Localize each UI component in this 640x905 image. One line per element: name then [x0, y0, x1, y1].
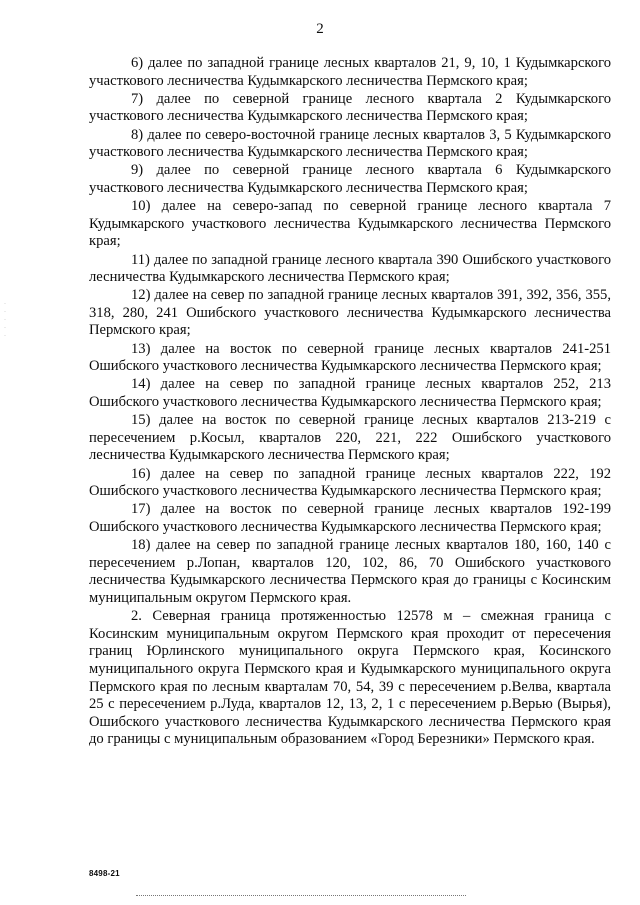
boundary-paragraph-12: 12) далее на север по западной границе лесных кварталов 391, 392, 356, 355, 318, 280, 241 Ошибского участкового лесничества Кудымкарского лесничества Пермского края;: [89, 287, 611, 339]
boundary-paragraph-17: 17) далее на восток по северной границе лесных кварталов 192-199 Ошибского участкового лесничества Кудымкарского лесничества Пермского края;: [89, 501, 611, 535]
boundary-paragraph-16: 16) далее на север по западной границе лесных кварталов 222, 192 Ошибского участкового лесничества Кудымкарского лесничества Пермского края;: [89, 465, 611, 500]
boundary-paragraph-11: 11) далее по западной границе лесного квартала 390 Ошибского участкового лесничества Кудымкарского лесничества Пермского края;: [89, 251, 611, 286]
boundary-paragraph-6: 6) далее по западной границе лесных кварталов 21, 9, 10, 1 Кудымкарского участкового лесничества Кудымкарского лесничества Пермского края;: [89, 55, 611, 89]
boundary-paragraph-7: 7) далее по северной границе лесного квартала 2 Кудымкарского участкового лесничества Кудымкарского лесничества Пермского края;: [89, 90, 611, 125]
document-code: 8498-21: [89, 869, 120, 878]
page-number: 2: [316, 21, 324, 37]
document-body: [89, 55, 611, 749]
boundary-paragraph-14: 14) далее на север по западной границе лесных кварталов 252, 213 Ошибского участкового лесничества Кудымкарского лесничества Пермского края;: [89, 376, 611, 411]
boundary-paragraph-13: 13) далее на восток по северной границе лесных кварталов 241-251 Ошибского участкового лесничества Кудымкарского лесничества Пермского края;: [89, 340, 611, 375]
footer-scan-line: [136, 895, 466, 896]
northern-boundary-paragraph: 2. Северная граница протяженностью 12578 м – смежная граница с Косинским муниципальным округом Пермского края проходит от пересечения границ Юрлинского муниципального округа Пермского края, Косинского муниципального округа Пермского края и Кудымкарского муниципального округа Пермского края по лесным кварталам 70, 54, 39 с пересечением р.Велва, квартала 25 с пересечением р.Луда, кварталов 12, 13, 2, 1 с пересечением р.Верью (Вырья), Ошибского участкового лесничества Кудымкарского лесничества Пермского края до границы с муниципальным образованием «Город Березники» Пермского края.: [89, 608, 611, 748]
boundary-paragraph-15: 15) далее на восток по северной границе лесных кварталов 213-219 с пересечением р.Косыл, кварталов 220, 221, 222 Ошибского участкового лесничества Кудымкарского лесничества Пермского края;: [89, 412, 611, 464]
boundary-paragraph-10: 10) далее на северо-запад по северной границе лесного квартала 7 Кудымкарского участкового лесничества Кудымкарского лесничества Пермского края;: [89, 198, 611, 250]
margin-scan-marks: · · · · ·: [4, 301, 6, 339]
boundary-paragraph-8: 8) далее по северо-восточной границе лесных кварталов 3, 5 Кудымкарского участкового лесничества Кудымкарского лесничества Пермского края;: [89, 126, 611, 161]
boundary-paragraph-9: 9) далее по северной границе лесного квартала 6 Кудымкарского участкового лесничества Кудымкарского лесничества Пермского края;: [89, 162, 611, 196]
boundary-paragraph-18: 18) далее на север по западной границе лесных кварталов 180, 160, 140 с пересечением р.Лопан, кварталов 120, 102, 86, 70 Ошибского участкового лесничества Кудымкарского лесничества Пермского края до границы с Косинским муниципальным округом Пермского края.: [89, 537, 611, 606]
